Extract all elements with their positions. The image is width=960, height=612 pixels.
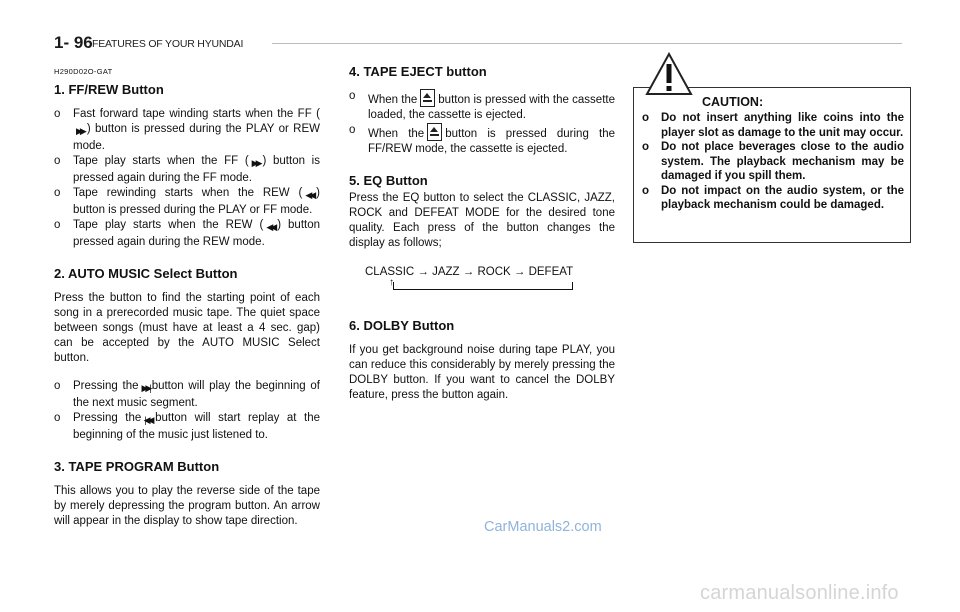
bullet-mark: o [642, 184, 650, 197]
caution-box [633, 87, 911, 243]
rewind-icon: ◀◀ [266, 222, 275, 232]
rewind-icon: ◀◀ [305, 190, 314, 200]
eq-cycle-diagram [349, 265, 615, 305]
tape-program-body: This allows you to play the reverse side of the tape by merely depressing the program button. An arrow will appear in the display to show tape direction. [54, 485, 320, 527]
bullet-mark: o [54, 219, 61, 231]
eject-icon [420, 89, 435, 107]
fast-forward-icon: ▶▶ [76, 126, 84, 136]
ff-rew-heading: 1. FF/REW Button [54, 82, 164, 97]
dolby-heading: 6. DOLBY Button [349, 318, 455, 333]
watermark-carmanualsonline: carmanualsonline.info [700, 582, 899, 604]
skip-next-icon: ▶▶| [141, 383, 149, 393]
running-header: FEATURES OF YOUR HYUNDAI [92, 38, 244, 50]
page-number: 1- 96 [54, 33, 93, 52]
left-column [54, 64, 320, 529]
eject-icon [427, 123, 442, 141]
tape-eject-bullet-1: o When the button is pressed with the cassette loaded, the cassette is ejected. [349, 90, 615, 121]
loop-arrow-icon: ↑ [389, 277, 394, 288]
tape-program-heading: 3. TAPE PROGRAM Button [54, 459, 220, 474]
section-code: H290D02O-GAT [54, 67, 113, 76]
bullet-mark: o [642, 112, 650, 124]
bullet-mark: o [54, 187, 61, 199]
tape-eject-bullet-2: o When the button is pressed during the FF/REW mode, the cassette is ejected. [349, 124, 615, 155]
bullet-mark: o [54, 108, 61, 120]
caution-item: o Do not place beverages close to the audio system. The playback mechanism may be damaged if you spill them. [642, 141, 904, 182]
watermark-carmanuals2: CarManuals2.com [484, 519, 602, 535]
caution-list [642, 111, 904, 213]
caution-item: o Do not impact on the audio system, or the playback mechanism could be damaged. [642, 184, 904, 211]
ff-rew-bullet-3: o Tape rewinding starts when the REW ( ◀◀ ) button is pressed during the PLAY or FF mode. [54, 187, 320, 216]
bullet-mark: o [642, 141, 650, 153]
bullet-mark: o [54, 155, 61, 167]
eq-sequence: CLASSIC → JAZZ → ROCK → DEFEAT [365, 266, 574, 278]
caution-title: CAUTION: [702, 95, 764, 109]
ff-rew-bullet-4: o Tape play starts when the REW ( ◀◀ ) button pressed again during the REW mode. [54, 219, 320, 248]
bullet-mark: o [349, 90, 356, 102]
header-rule [272, 43, 902, 44]
auto-music-bullet-2: o Pressing the |◀◀ button will start replay at the beginning of the music just listened to. [54, 412, 320, 441]
caution-item: o Do not insert anything like coins into the player slot as damage to the unit may occur. [642, 112, 904, 139]
auto-music-body: Press the button to find the starting point of each song in a prerecorded music tape. The quiet space between songs (must have at least a 4 sec. gap) can be accepted by the AUTO MUSIC Select button. [54, 292, 320, 364]
auto-music-heading: 2. AUTO MUSIC Select Button [54, 266, 238, 281]
eq-body: Press the EQ button to select the CLASSIC, JAZZ, ROCK and DEFEAT MODE for the desired tone quality. Each press of the button changes the display as follows; [349, 192, 615, 249]
ff-rew-bullet-1: o Fast forward tape winding starts when the FF (▶▶ ) button is pressed during the PLAY or REW mode. [54, 108, 320, 152]
warning-triangle-icon [645, 52, 693, 96]
middle-column [349, 64, 615, 403]
tape-eject-heading: 4. TAPE EJECT button [349, 64, 487, 79]
ff-rew-bullet-2: o Tape play starts when the FF ( ▶▶ ) button is pressed again during the FF mode. [54, 155, 320, 184]
eq-loop-line [393, 282, 573, 290]
auto-music-bullet-1: o Pressing the ▶▶| button will play the beginning of the next music segment. [54, 380, 320, 409]
eq-heading: 5. EQ Button [349, 173, 428, 188]
fast-forward-icon: ▶▶ [251, 158, 260, 168]
dolby-body: If you get background noise during tape PLAY, you can reduce this considerably by merely pressing the DOLBY button. If you want to cancel the DOLBY feature, press the button again. [349, 344, 615, 401]
bullet-mark: o [54, 380, 61, 392]
skip-previous-icon: |◀◀ [144, 415, 152, 425]
bullet-mark: o [349, 124, 356, 136]
bullet-mark: o [54, 412, 61, 424]
